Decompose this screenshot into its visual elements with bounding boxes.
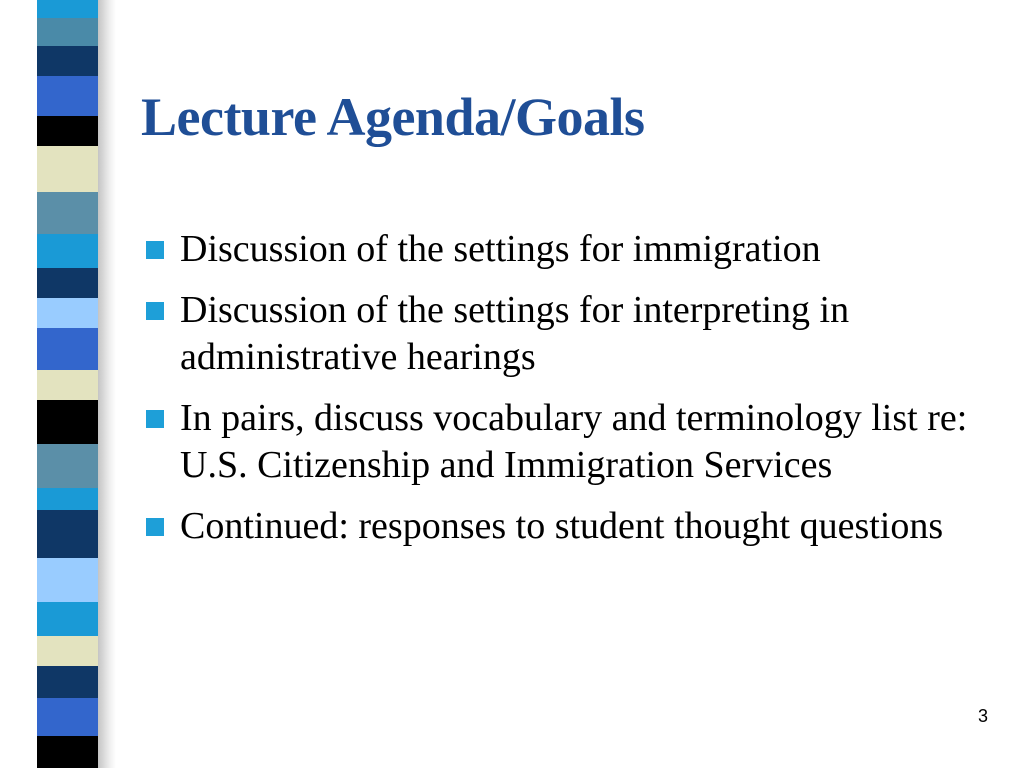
stripe-segment: [37, 18, 98, 46]
stripe-segment: [37, 698, 98, 736]
square-bullet-icon: [146, 518, 164, 536]
stripe-segment: [37, 76, 98, 116]
page-number: 3: [977, 706, 988, 726]
stripe-segment: [37, 234, 98, 268]
stripe-segment: [37, 46, 98, 76]
stripe-segment: [37, 192, 98, 234]
stripe-segment: [37, 328, 98, 370]
stripe-segment: [37, 602, 98, 636]
square-bullet-icon: [146, 302, 164, 320]
stripe-segment: [37, 488, 98, 510]
bullet-item: [146, 395, 996, 489]
square-bullet-icon: [146, 410, 164, 428]
stripe-shadow: [96, 0, 116, 768]
bullet-text: In pairs, discuss vocabulary and terminology list re: U.S. Citizenship and Immigration Services: [180, 397, 968, 486]
stripe-segment: [37, 444, 98, 488]
bullet-list: [146, 226, 996, 564]
decorative-stripe: [37, 0, 98, 768]
square-bullet-icon: [146, 241, 164, 259]
bullet-text: Discussion of the settings for interpreting in administrative hearings: [180, 289, 850, 378]
slide-title: Lecture Agenda/Goals: [141, 87, 645, 147]
stripe-segment: [37, 146, 98, 192]
bullet-text: Continued: responses to student thought questions: [180, 505, 944, 547]
bullet-item: [146, 226, 996, 273]
stripe-segment: [37, 510, 98, 558]
bullet-item: [146, 503, 996, 550]
stripe-segment: [37, 0, 98, 18]
bullet-item: [146, 287, 996, 381]
stripe-segment: [37, 116, 98, 146]
stripe-segment: [37, 736, 98, 768]
bullet-text: Discussion of the settings for immigration: [180, 228, 821, 270]
stripe-segment: [37, 298, 98, 328]
stripe-segment: [37, 558, 98, 602]
stripe-segment: [37, 268, 98, 298]
stripe-segment: [37, 400, 98, 444]
stripe-segment: [37, 370, 98, 400]
stripe-segment: [37, 636, 98, 666]
stripe-segment: [37, 666, 98, 698]
